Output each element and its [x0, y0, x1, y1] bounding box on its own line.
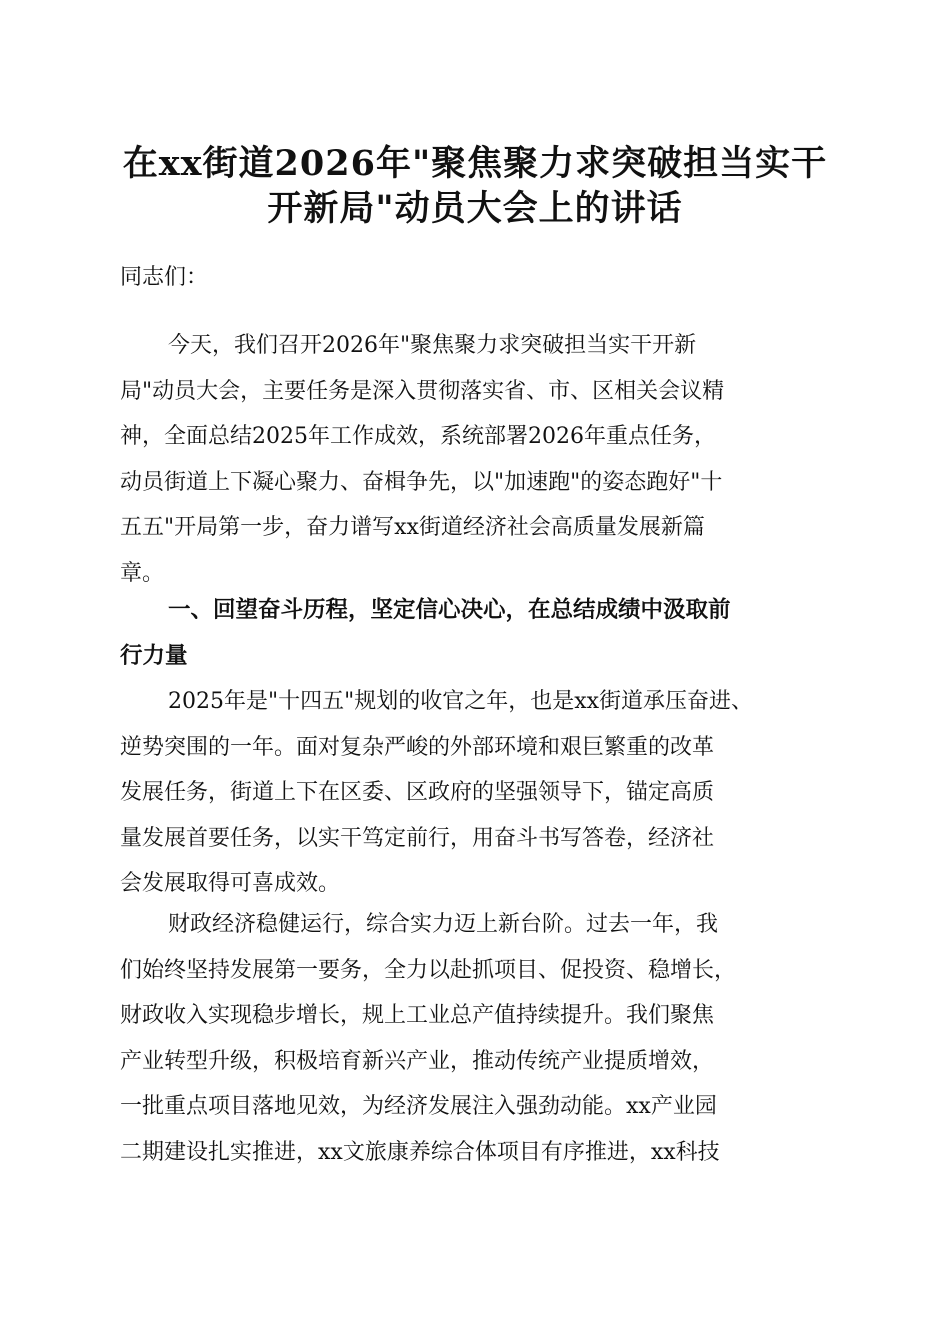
paragraph-intro [120, 323, 832, 596]
text-line: 产业转型升级，积极培育新兴产业，推动传统产业提质增效， [120, 1048, 715, 1074]
paragraph-review [120, 679, 832, 907]
heading-line: 一、回望奋斗历程，坚定信心决心，在总结成绩中汲取前 [168, 597, 731, 623]
text-line: 动员街道上下凝心聚力、奋楫争先，以"加速跑"的姿态跑好"十 [120, 469, 723, 495]
text-line: 一批重点项目落地见效，为经济发展注入强劲动能。xx产业园 [120, 1094, 717, 1119]
text-line: 逆势突围的一年。面对复杂严峻的外部环境和艰巨繁重的改革 [120, 734, 715, 760]
text-line: 神，全面总结2025年工作成效，系统部署2026年重点任务， [120, 424, 716, 449]
text-line: 今天，我们召开2026年"聚焦聚力求突破担当实干开新 [168, 333, 697, 358]
text-line: 量发展首要任务，以实干笃定前行，用奋斗书写答卷，经济社 [120, 825, 715, 851]
document-title-line-2: 开新局"动员大会上的讲话 [267, 188, 683, 229]
paragraph-finance [120, 902, 832, 1175]
text-line: 会发展取得可喜成效。 [120, 871, 341, 896]
text-line: 五五"开局第一步，奋力谱写xx街道经济社会高质量发展新篇 [120, 515, 705, 540]
text-line: 财政收入实现稳步增长，规上工业总产值持续提升。我们聚焦 [120, 1003, 715, 1028]
document-title-line-1: 在xx街道2026年"聚焦聚力求突破担当实干 [122, 143, 828, 184]
text-line: 2025年是"十四五"规划的收官之年，也是xx街道承压奋进、 [168, 689, 754, 714]
heading-line: 行力量 [120, 642, 188, 669]
text-line: 们始终坚持发展第一要务，全力以赴抓项目、促投资、稳增长， [120, 957, 737, 983]
text-line: 章。 [120, 560, 165, 586]
text-line: 发展任务，街道上下在区委、区政府的坚强领导下，锚定高质 [120, 780, 715, 805]
text-line: 局"动员大会，主要任务是深入贯彻落实省、市、区相关会议精 [120, 378, 725, 404]
text-line: 二期建设扎实推进，xx文旅康养综合体项目有序推进，xx科技 [120, 1139, 720, 1165]
greeting: 同志们： [120, 265, 209, 290]
text-line: 财政经济稳健运行，综合实力迈上新台阶。过去一年，我 [168, 912, 719, 937]
section-heading-1 [120, 588, 832, 679]
